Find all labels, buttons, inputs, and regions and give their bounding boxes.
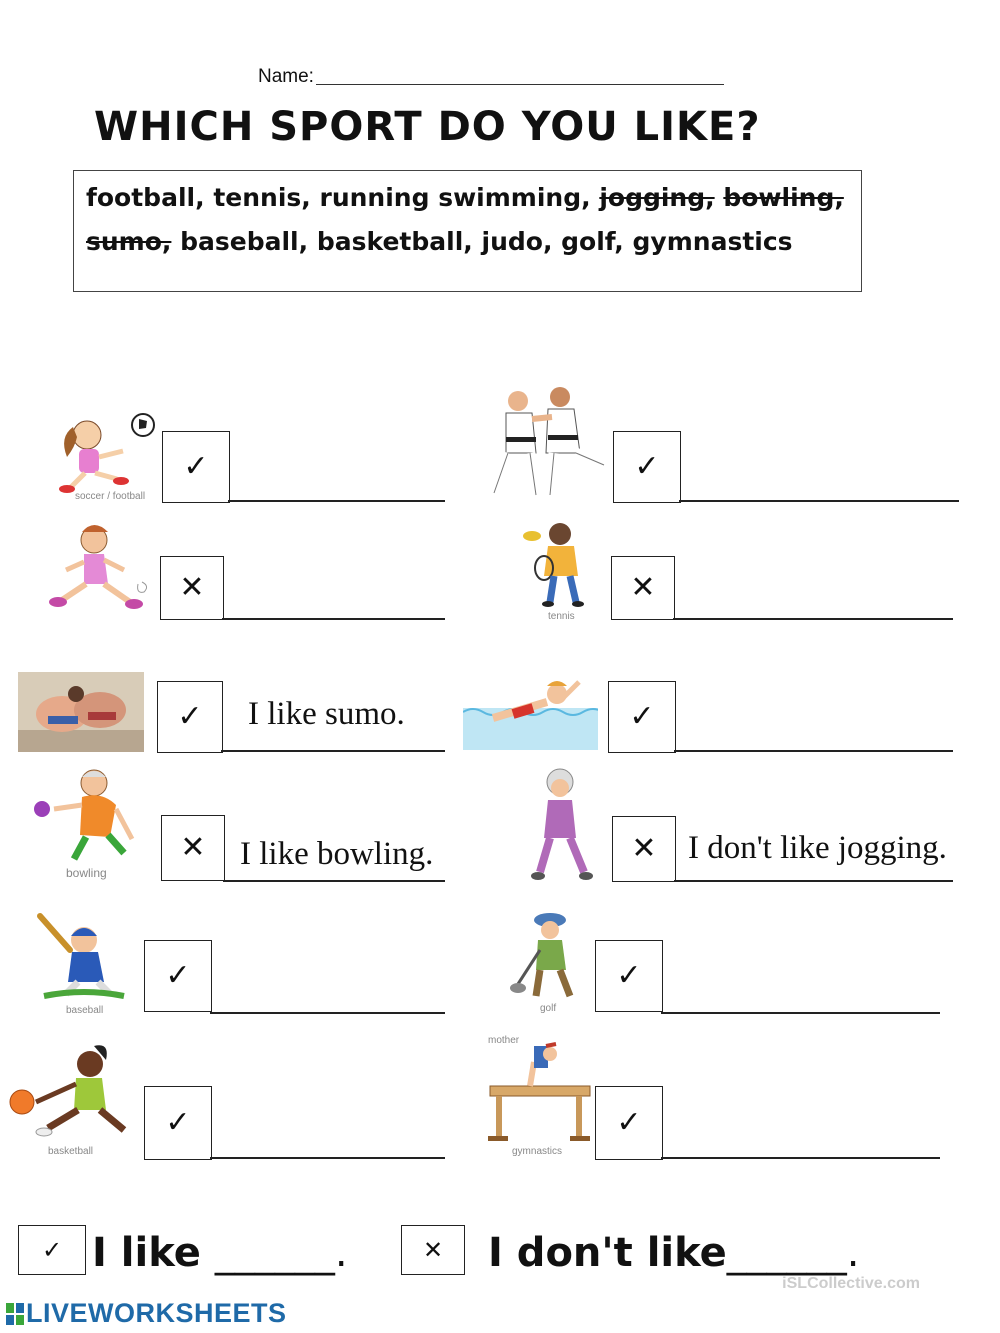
word-tennis: tennis, xyxy=(213,183,311,212)
swimming-mark-box xyxy=(608,681,676,753)
tick-icon: ✓ xyxy=(41,1236,63,1264)
word-bowling: bowling, xyxy=(723,183,844,212)
word-basketball: basketball, xyxy=(316,227,473,256)
gymnastics-answer-line[interactable] xyxy=(661,1157,940,1159)
bowling-mark-box xyxy=(161,815,225,881)
bowling-picture xyxy=(30,765,145,865)
word-running: running xyxy=(319,183,430,212)
baseball-answer-line[interactable] xyxy=(210,1012,445,1014)
gymnastics-caption-top: mother xyxy=(488,1035,520,1046)
cross-icon: ✕ xyxy=(179,570,205,605)
bowling-caption: bowling xyxy=(66,866,107,880)
cross-icon: ✕ xyxy=(422,1236,444,1264)
word-bank-line-2 xyxy=(86,227,793,256)
baseball-picture xyxy=(34,910,134,1002)
golf-answer-line[interactable] xyxy=(661,1012,940,1014)
tick-icon: ✓ xyxy=(634,449,660,484)
legend-dislike-box xyxy=(401,1225,465,1275)
liveworksheets-logo[interactable]: LIVEWORKSHEETS xyxy=(6,1298,287,1329)
sumo-picture xyxy=(18,672,144,752)
sumo-mark-box xyxy=(157,681,223,753)
sumo-answer[interactable]: I like sumo. xyxy=(248,696,405,732)
bowling-answer[interactable]: I like bowling. xyxy=(240,836,434,872)
running-picture xyxy=(42,522,160,617)
word-sumo: sumo, xyxy=(86,227,172,256)
golf-picture xyxy=(506,910,588,1002)
jogging-answer-line[interactable] xyxy=(674,880,953,882)
name-input-line[interactable] xyxy=(316,84,724,85)
name-label: Name: xyxy=(258,66,314,87)
tick-icon: ✓ xyxy=(165,958,191,993)
liveworksheets-icon xyxy=(6,1303,24,1325)
judo-mark-box xyxy=(613,431,681,503)
legend-dislike-text: I don't like______. xyxy=(488,1230,860,1276)
football-answer-line[interactable] xyxy=(228,500,445,502)
tick-icon: ✓ xyxy=(616,1105,642,1140)
tennis-caption: tennis xyxy=(548,611,575,622)
running-mark-box xyxy=(160,556,224,620)
golf-caption: golf xyxy=(540,1003,557,1014)
gymnastics-mark-box xyxy=(595,1086,663,1160)
legend-like-text: I like ______. xyxy=(92,1230,348,1276)
tick-icon: ✓ xyxy=(183,449,209,484)
cross-icon: ✕ xyxy=(180,830,206,865)
golf-mark-box xyxy=(595,940,663,1012)
sumo-answer-line[interactable] xyxy=(221,750,445,752)
word-football: football, xyxy=(86,183,205,212)
football-picture xyxy=(55,405,160,500)
word-bank xyxy=(73,170,862,292)
word-baseball: baseball, xyxy=(180,227,309,256)
running-answer-line[interactable] xyxy=(222,618,445,620)
jogging-answer[interactable]: I don't like jogging. xyxy=(688,830,947,866)
legend-like-box xyxy=(18,1225,86,1275)
tick-icon: ✓ xyxy=(177,699,203,734)
word-golf: golf, xyxy=(561,227,624,256)
swimming-answer-line[interactable] xyxy=(674,750,953,752)
baseball-mark-box xyxy=(144,940,212,1012)
word-bank-line-1 xyxy=(86,183,844,212)
basketball-caption: basketball xyxy=(48,1146,94,1157)
tick-icon: ✓ xyxy=(629,699,655,734)
bowling-answer-line[interactable] xyxy=(223,880,445,882)
basketball-mark-box xyxy=(144,1086,212,1160)
basketball-answer-line[interactable] xyxy=(210,1157,445,1159)
tennis-picture xyxy=(520,520,598,612)
watermark: iSLCollective.com xyxy=(782,1275,920,1292)
jogging-picture xyxy=(526,766,596,884)
word-gymnastics: gymnastics xyxy=(632,227,793,256)
word-judo: judo, xyxy=(481,227,553,256)
jogging-mark-box xyxy=(612,816,676,882)
basketball-picture xyxy=(8,1040,134,1146)
gymnastics-picture xyxy=(484,1042,594,1146)
word-jogging: jogging, xyxy=(599,183,715,212)
gymnastics-caption: gymnastics xyxy=(512,1146,563,1157)
football-mark-box xyxy=(162,431,230,503)
tennis-mark-box xyxy=(611,556,675,620)
worksheet-title: WHICH SPORT DO YOU LIKE? xyxy=(94,104,761,150)
judo-picture xyxy=(488,385,608,503)
judo-answer-line[interactable] xyxy=(679,500,959,502)
tennis-answer-line[interactable] xyxy=(673,618,953,620)
tick-icon: ✓ xyxy=(616,958,642,993)
cross-icon: ✕ xyxy=(631,831,657,866)
football-caption: soccer / football xyxy=(75,491,146,502)
word-swimming: swimming, xyxy=(438,183,591,212)
baseball-caption: baseball xyxy=(66,1005,104,1016)
swimming-picture xyxy=(463,678,598,750)
tick-icon: ✓ xyxy=(165,1105,191,1140)
cross-icon: ✕ xyxy=(630,570,656,605)
